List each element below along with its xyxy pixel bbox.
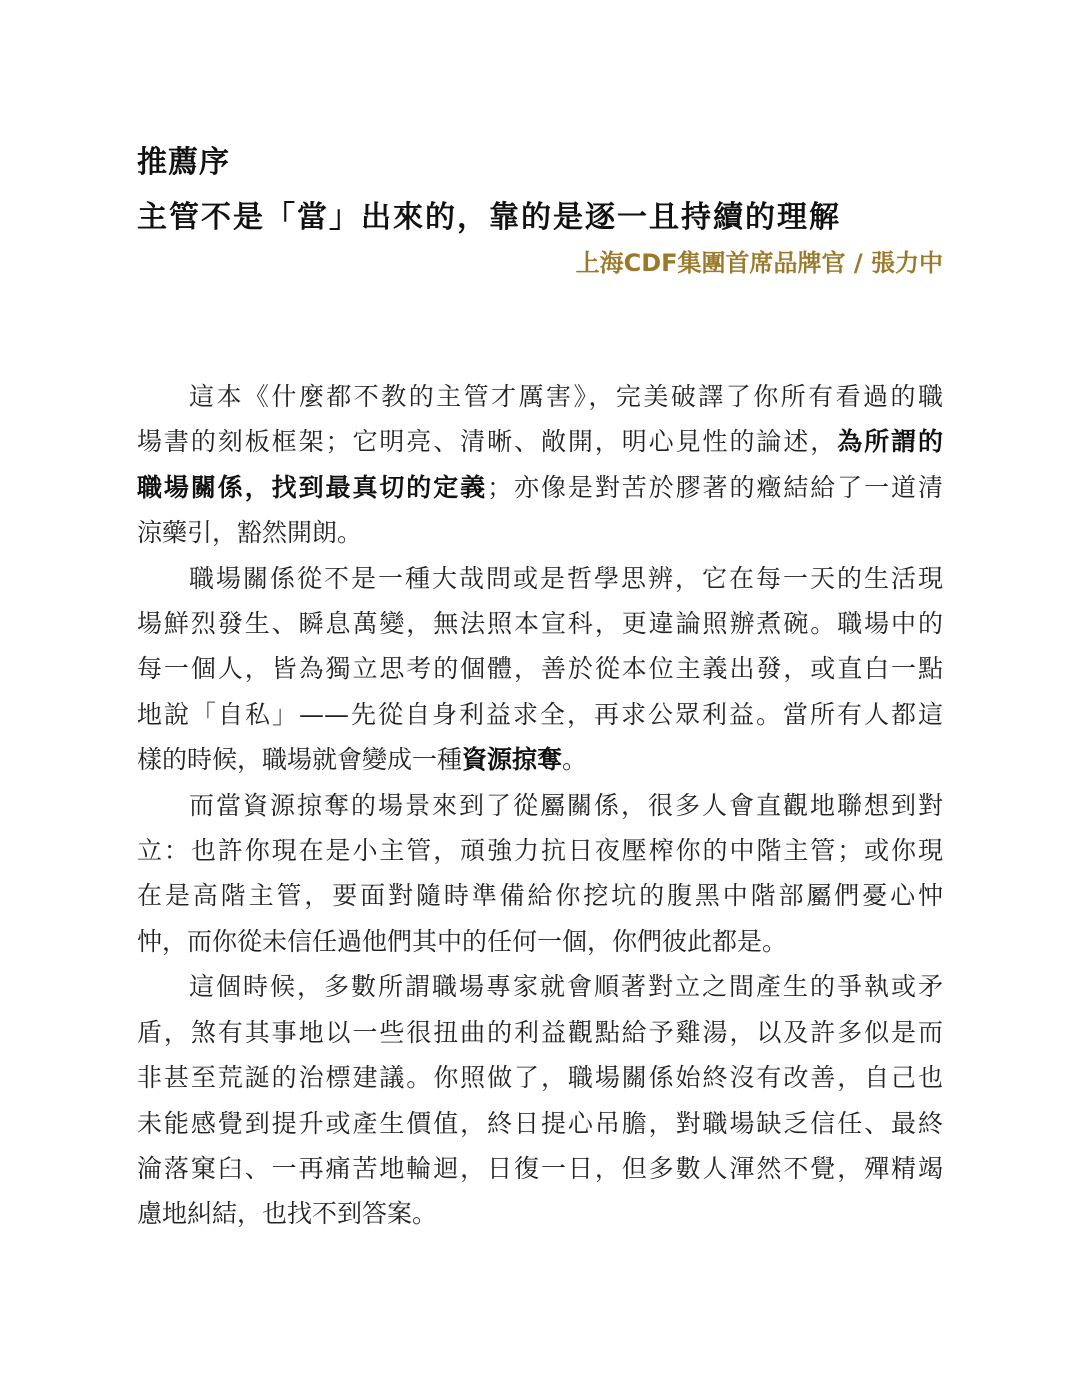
text-line: 慮地糾結，也找不到答案。 <box>137 1199 438 1229</box>
article-title: 主管不是「當」出來的，靠的是逐一且持續的理解 <box>137 200 841 235</box>
emphasis-text: 為所謂的 <box>837 427 943 457</box>
emphasis-text: 職場關係，找到最真切的定義 <box>137 472 488 502</box>
paragraph-2 <box>137 556 943 783</box>
text-line: 而當資源掠奪的場景來到了從屬關係，很多人會直觀地聯想到對 <box>189 790 943 820</box>
text-line: 非甚至荒誕的治標建議。你照做了，職場關係始終沒有改善，自己也 <box>137 1063 943 1093</box>
text-line: 職場關係，找到最真切的定義；亦像是對苦於膠著的癥結給了一道清 <box>137 472 943 502</box>
text-line: 地說「自私」——先從自身利益求全，再求公眾利益。當所有人都這 <box>137 699 943 729</box>
emphasis-text: 資源掠奪 <box>462 745 563 775</box>
text-line: 職場關係從不是一種大哉問或是哲學思辨，它在每一天的生活現 <box>189 563 943 593</box>
text-line: 未能感覺到提升或產生價值，終日提心吊膽，對職場缺乏信任、最終 <box>137 1108 943 1138</box>
paragraph-1 <box>137 374 943 556</box>
text-line: 盾，煞有其事地以一些很扭曲的利益觀點給予雞湯，以及許多似是而 <box>137 1017 943 1047</box>
text-line: 在是高階主管，要面對隨時準備給你挖坑的腹黑中階部屬們憂心忡 <box>137 881 943 911</box>
text-line: 這個時候，多數所謂職場專家就會順著對立之間產生的爭執或矛 <box>189 972 943 1002</box>
text-line: 這本《什麼都不教的主管才厲害》，完美破譯了你所有看過的職 <box>189 382 943 411</box>
section-label: 推薦序 <box>137 145 230 180</box>
paragraph-4 <box>137 964 943 1236</box>
text-line: 淪落窠臼、一再痛苦地輪迴，日復一日，但多數人渾然不覺，殫精竭 <box>137 1153 943 1183</box>
text-line: 場鮮烈發生、瞬息萬變，無法照本宣科，更違論照辦煮碗。職場中的 <box>137 609 943 639</box>
text-line: 忡，而你從未信任過他們其中的任何一個，你們彼此都是。 <box>137 926 788 956</box>
text-line: 每一個人，皆為獨立思考的個體，善於從本位主義出發，或直白一點 <box>137 654 943 684</box>
text-line: 場書的刻板框架；它明亮、清晰、敞開，明心見性的論述，為所謂的 <box>137 427 943 457</box>
text-line: 涼藥引，豁然開朗。 <box>137 518 363 548</box>
author-byline: 上海CDF集團首席品牌官 / 張力中 <box>575 249 943 277</box>
text-line: 樣的時候，職場就會變成一種資源掠奪。 <box>137 745 588 775</box>
text-line: 立：也許你現在是小主管，頑強力抗日夜壓榨你的中階主管；或你現 <box>137 836 943 866</box>
paragraph-3 <box>137 783 943 965</box>
article-body <box>137 374 943 1237</box>
